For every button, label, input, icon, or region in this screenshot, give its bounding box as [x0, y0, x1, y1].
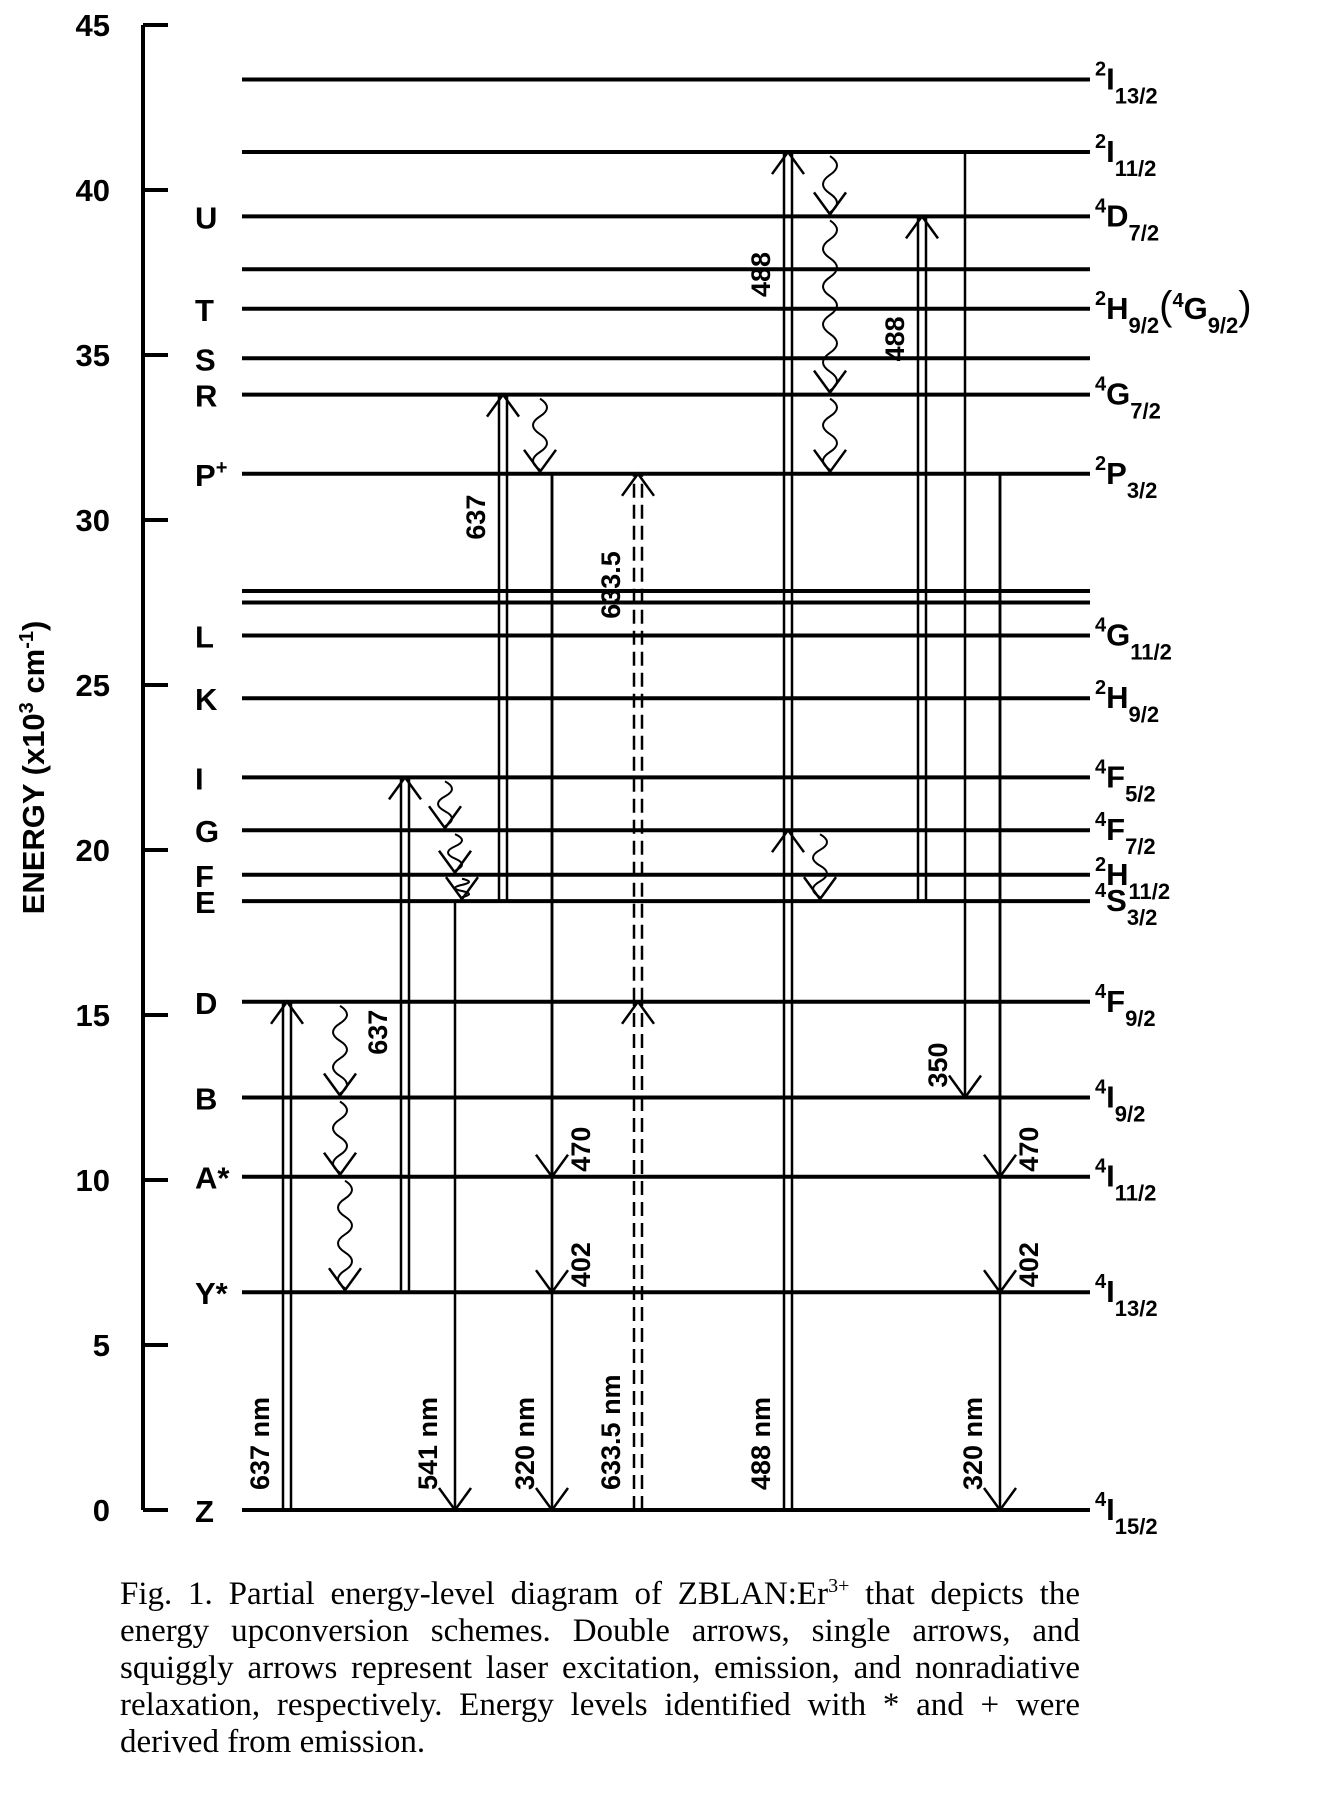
- level-letter: L: [195, 619, 214, 655]
- transition-label: 350: [923, 1042, 953, 1088]
- transition-label: 637: [363, 1009, 393, 1055]
- level-letter: T: [195, 292, 214, 328]
- level-letter: I: [195, 761, 204, 797]
- term-symbol: $^4F_{7/2}$: [1095, 809, 1156, 860]
- term-symbol: $^4G_{11/2}$: [1095, 614, 1172, 665]
- level-labels: [195, 58, 1252, 1539]
- level-letter: F: [195, 858, 214, 894]
- figure-caption: [120, 1568, 1080, 1761]
- term-symbol: $^4F_{9/2}$: [1095, 980, 1156, 1031]
- relaxation-arrowhead: [439, 851, 471, 873]
- y-tick-label: 20: [75, 833, 110, 868]
- level-letter: U: [195, 200, 218, 236]
- level-letter: K: [195, 682, 218, 718]
- term-symbol: $^4D_{7/2}$: [1095, 195, 1160, 246]
- y-tick-label: 30: [75, 503, 110, 538]
- excitation-arrowhead: [906, 216, 938, 238]
- excitation-arrowhead: [622, 474, 654, 496]
- excitation-arrowhead: [772, 830, 804, 852]
- level-letter: R: [195, 378, 218, 414]
- caption-rest: that depicts the energy upconversion schemes. Double arrows, single arrows, and squiggly arrows represent laser excitation, emission, and nonradiative relaxation, respectively. Energy levels identified with * and + were derived from emission.: [120, 1576, 1080, 1760]
- term-symbol: $^4G_{7/2}$: [1095, 373, 1161, 424]
- transition-label: 637 nm: [245, 1396, 275, 1490]
- transition-label: 402: [566, 1242, 596, 1288]
- level-letter: D: [195, 985, 218, 1021]
- level-letter: Y*: [195, 1276, 228, 1312]
- level-letter: B: [195, 1081, 218, 1117]
- y-tick-label: 10: [75, 1163, 110, 1198]
- y-tick-label: 25: [75, 668, 110, 703]
- term-symbol: $^4I_{11/2}$: [1095, 1155, 1157, 1206]
- level-letter: P+: [195, 456, 228, 493]
- term-symbol: $^4I_{13/2}$: [1095, 1271, 1158, 1322]
- relaxation-squiggle: [813, 834, 827, 897]
- term-symbol: $^4I_{9/2}$: [1095, 1076, 1146, 1127]
- relaxation-squiggle: [533, 399, 547, 470]
- y-tick-label: 5: [92, 1328, 110, 1363]
- transition-label: 488: [880, 316, 910, 362]
- caption-superscript: 3+: [828, 1575, 850, 1597]
- excitation-arrowhead: [487, 395, 519, 417]
- y-tick-label: 35: [75, 338, 110, 373]
- relaxation-arrowhead: [446, 877, 478, 899]
- caption-prefix: Fig. 1. Partial energy-level diagram of ZBLAN:Er: [120, 1576, 829, 1612]
- transition-label: 470: [1014, 1126, 1044, 1172]
- transition-label: 320 nm: [958, 1396, 988, 1490]
- y-tick-label: 0: [92, 1493, 110, 1528]
- relaxation-squiggle: [823, 156, 837, 212]
- energy-levels: [242, 79, 1090, 1510]
- transition-label: 470: [566, 1126, 596, 1172]
- level-letter: A*: [195, 1160, 230, 1196]
- level-letter: E: [195, 885, 216, 921]
- level-letter: S: [195, 342, 216, 378]
- y-tick-label: 45: [75, 8, 110, 43]
- transition-label: 541 nm: [413, 1396, 443, 1490]
- term-symbol: $^4I_{15/2}$: [1095, 1489, 1158, 1539]
- excitation-arrowhead: [271, 1002, 303, 1024]
- term-symbol: $^2H_{11/2}$: [1095, 853, 1171, 904]
- y-axis-title: ENERGY ($x10^3$ $cm^{-1}$): [16, 620, 51, 915]
- term-symbol: $^4S_{3/2}$: [1095, 880, 1158, 931]
- relaxation-squiggle: [333, 1102, 347, 1173]
- term-symbol: $^2P_{3/2}$: [1095, 452, 1158, 503]
- level-letter: Z: [195, 1494, 214, 1529]
- excitation-arrowhead: [772, 152, 804, 174]
- level-letter: G: [195, 814, 220, 850]
- excitation-arrowhead: [389, 777, 421, 799]
- transition-label: 320 nm: [510, 1396, 540, 1490]
- term-symbol: $^2H_{9/2}(^4G_{9/2})$: [1095, 283, 1252, 338]
- term-symbol: $^2I_{11/2}$: [1095, 131, 1157, 182]
- term-symbol: $^2H_{9/2}$: [1095, 677, 1160, 728]
- relaxation-arrowhead: [329, 1268, 361, 1290]
- relaxation-squiggle: [823, 220, 837, 390]
- y-tick-label: 15: [75, 998, 110, 1033]
- term-symbol: $^4F_{5/2}$: [1095, 756, 1156, 807]
- transition-label: 488 nm: [746, 1396, 776, 1490]
- relaxation-squiggle: [333, 1006, 347, 1094]
- relaxation-squiggle: [338, 1181, 352, 1289]
- transition-label: 488: [746, 251, 776, 298]
- excitation-arrowhead: [622, 1002, 654, 1024]
- relaxation-squiggle: [823, 399, 837, 470]
- transition-label: 637: [461, 494, 491, 540]
- relaxation-arrowhead: [814, 192, 846, 214]
- transition-label: 633.5 nm: [596, 1374, 626, 1490]
- transition-label: 633.5: [596, 551, 626, 619]
- relaxation-arrowhead: [814, 371, 846, 393]
- transition-label: 402: [1014, 1242, 1044, 1288]
- term-symbol: $^2I_{13/2}$: [1095, 58, 1158, 109]
- relaxation-arrowhead: [429, 806, 461, 828]
- energy-axis: [16, 8, 168, 1528]
- y-tick-label: 40: [75, 173, 110, 208]
